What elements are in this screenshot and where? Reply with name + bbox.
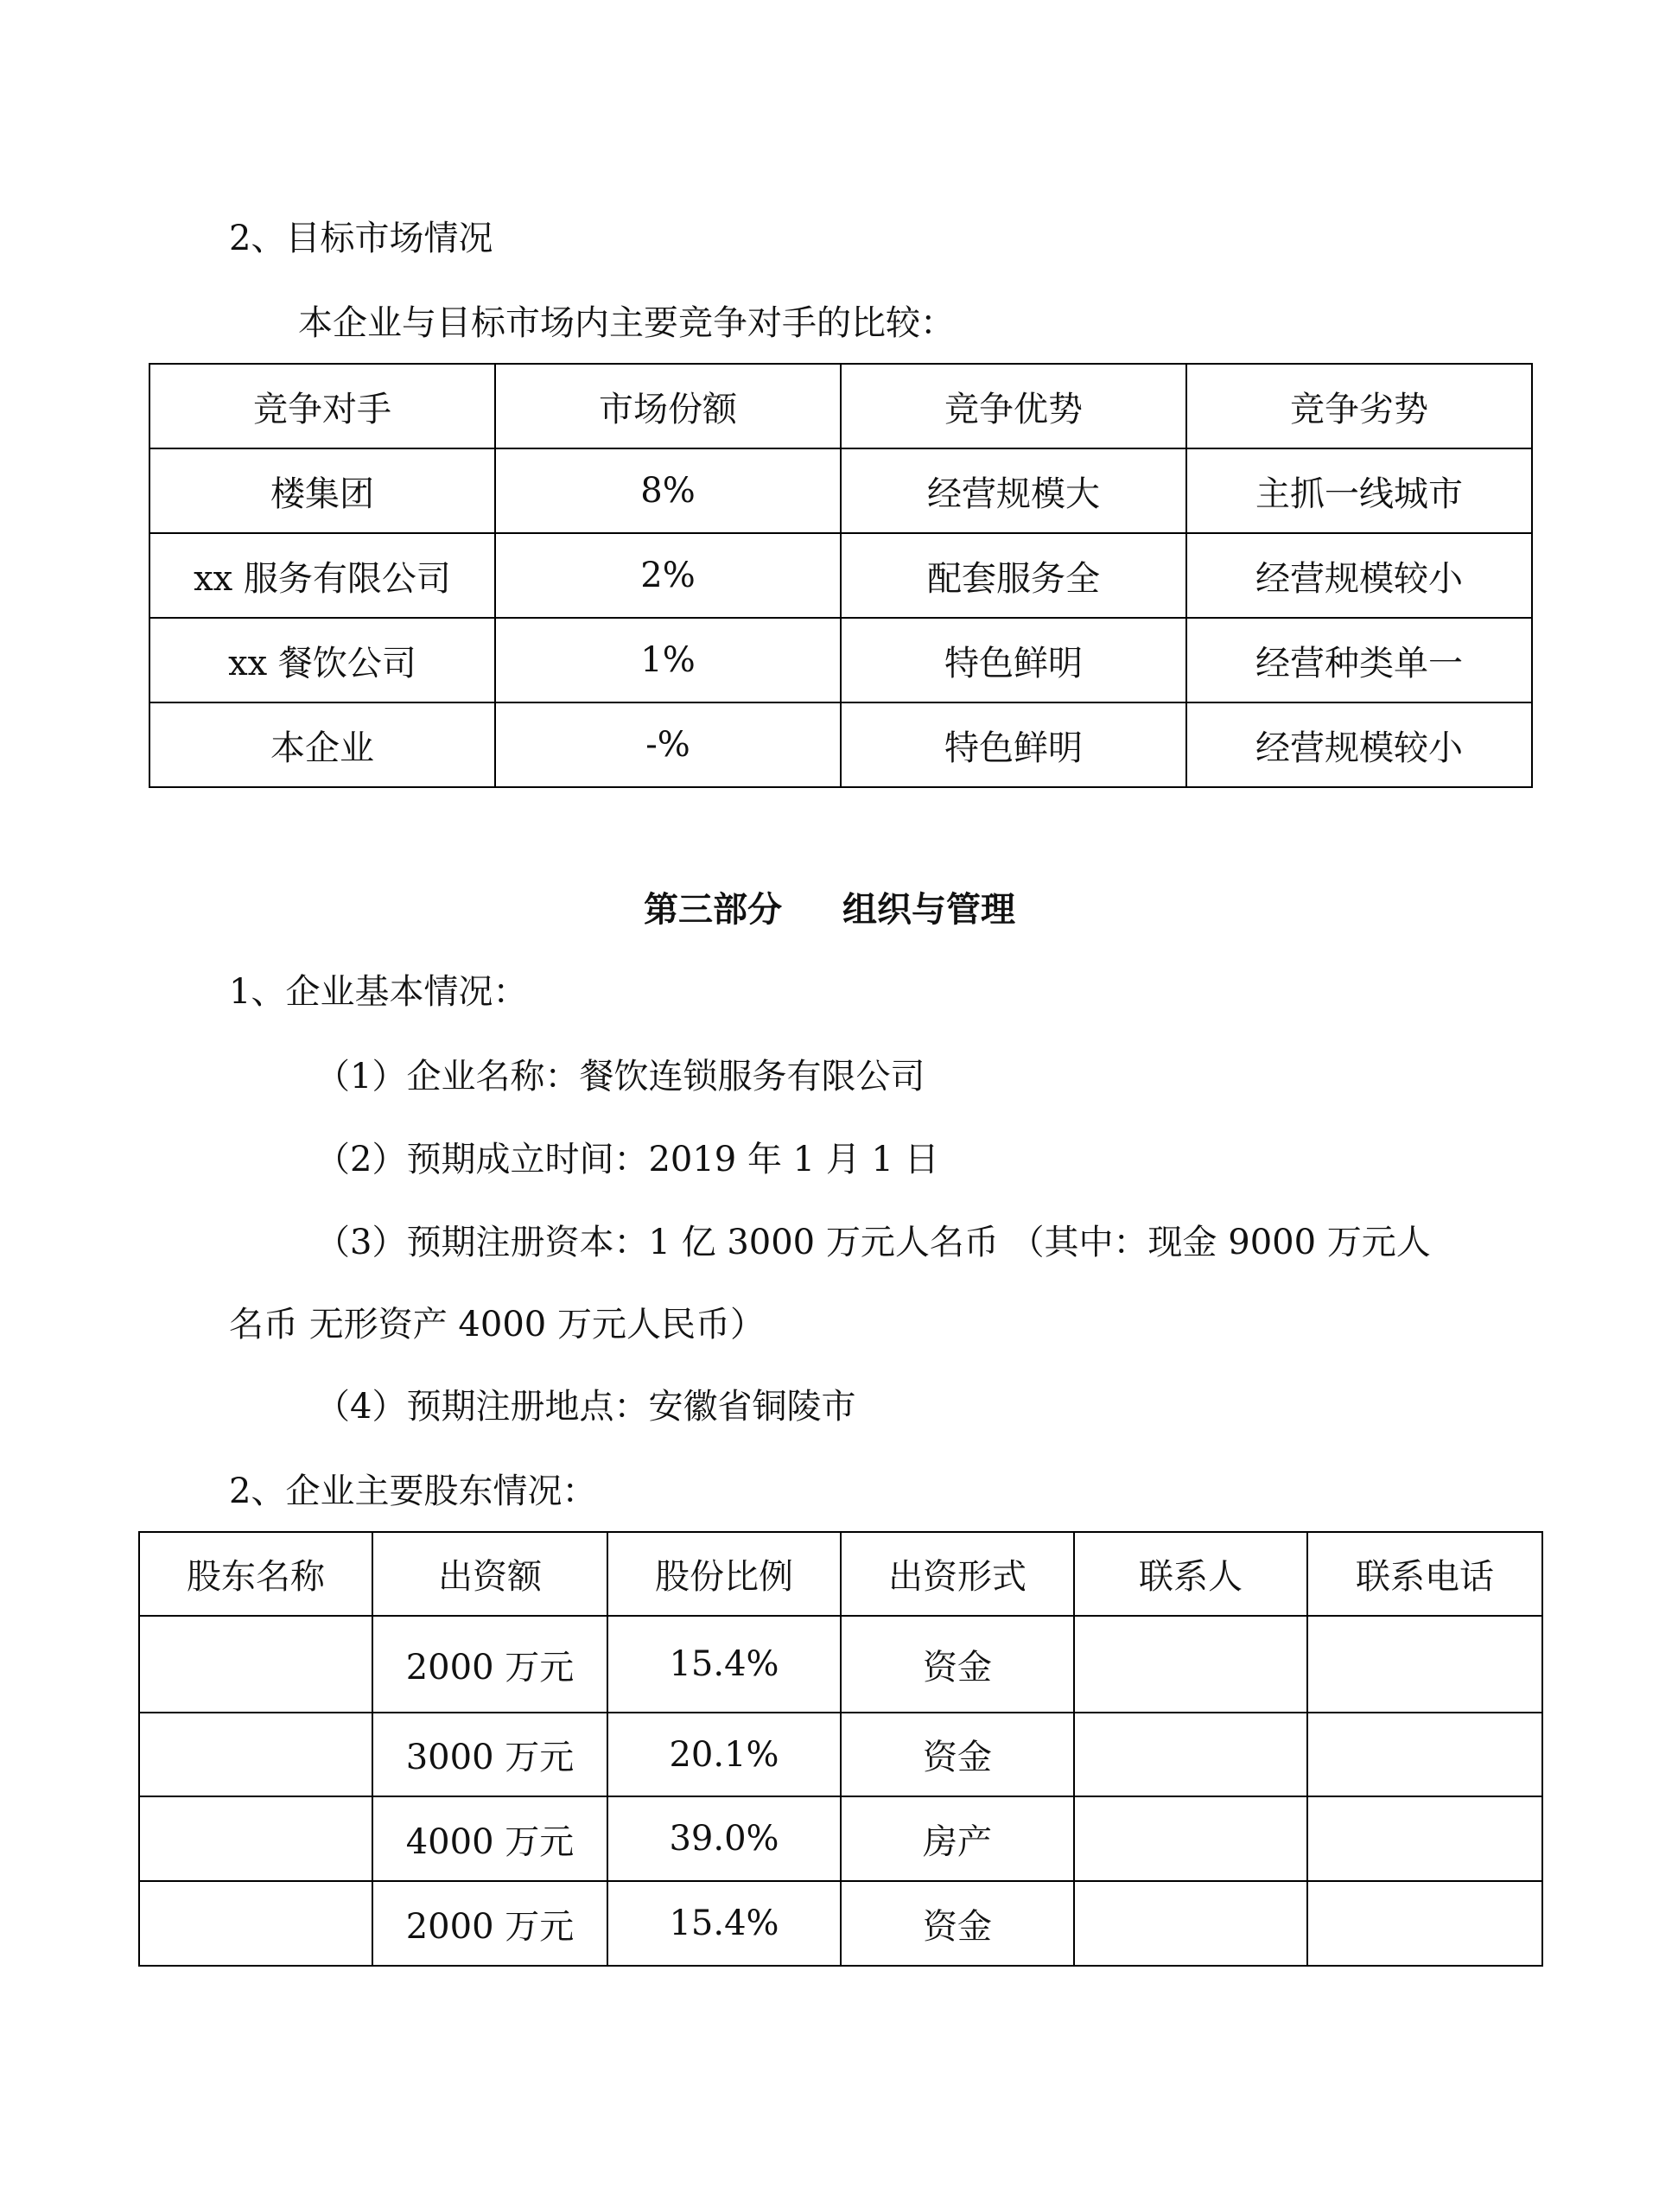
table-cell: xx 餐饮公司 xyxy=(149,618,495,702)
table-row xyxy=(139,1713,1542,1796)
target-market-heading: 2、目标市场情况 xyxy=(229,219,493,258)
competitor-intro: 本企业与目标市场内主要竞争对手的比较： xyxy=(298,303,955,343)
table-cell: 资金 xyxy=(841,1713,1074,1796)
header-cell: 联系电话 xyxy=(1307,1532,1542,1616)
table-cell xyxy=(1074,1796,1307,1881)
registered-capital-cont: 名币 无形资产 4000 万元人民币） xyxy=(229,1305,765,1344)
table-cell: 经营规模较小 xyxy=(1186,533,1532,618)
table-cell: 配套服务全 xyxy=(841,533,1186,618)
table-cell: 2000 万元 xyxy=(372,1616,607,1713)
table-cell: 2% xyxy=(495,533,841,618)
header-cell: 股份比例 xyxy=(607,1532,841,1616)
table-cell: 楼集团 xyxy=(149,448,495,533)
table-cell xyxy=(1307,1881,1542,1966)
table-row xyxy=(139,1616,1542,1713)
shareholder-heading: 2、企业主要股东情况： xyxy=(229,1471,597,1511)
table-row xyxy=(149,533,1532,618)
table-cell: 15.4% xyxy=(607,1881,841,1966)
table-cell: 主抓一线城市 xyxy=(1186,448,1532,533)
header-cell: 竞争优势 xyxy=(841,364,1186,448)
table-cell: 经营规模较小 xyxy=(1186,702,1532,787)
part3-title: 组织与管理 xyxy=(842,889,1015,930)
table-cell: 房产 xyxy=(841,1796,1074,1881)
table-header-row xyxy=(139,1532,1542,1616)
table-cell xyxy=(1307,1713,1542,1796)
founding-date: （2）预期成立时间：2019 年 1 月 1 日 xyxy=(315,1140,939,1179)
table-cell xyxy=(139,1616,372,1713)
basic-info-heading: 1、企业基本情况： xyxy=(229,972,528,1012)
header-cell: 出资形式 xyxy=(841,1532,1074,1616)
registered-capital: （3）预期注册资本：1 亿 3000 万元人名币 （其中：现金 9000 万元人 xyxy=(315,1223,1431,1262)
table-cell: 特色鲜明 xyxy=(841,618,1186,702)
table-cell: 资金 xyxy=(841,1616,1074,1713)
table-row xyxy=(149,618,1532,702)
competitor-table xyxy=(149,363,1533,788)
shareholder-table xyxy=(138,1531,1543,1967)
table-cell xyxy=(1074,1881,1307,1966)
table-cell: 经营种类单一 xyxy=(1186,618,1532,702)
table-cell xyxy=(139,1881,372,1966)
registered-location: （4）预期注册地点：安徽省铜陵市 xyxy=(315,1387,856,1427)
table-row xyxy=(149,702,1532,787)
table-cell xyxy=(139,1713,372,1796)
table-cell xyxy=(1307,1796,1542,1881)
table-cell: 本企业 xyxy=(149,702,495,787)
table-cell xyxy=(1307,1616,1542,1713)
table-header-row xyxy=(149,364,1532,448)
table-cell: 4000 万元 xyxy=(372,1796,607,1881)
header-cell: 出资额 xyxy=(372,1532,607,1616)
table-row xyxy=(139,1796,1542,1881)
header-cell: 竞争劣势 xyxy=(1186,364,1532,448)
table-row xyxy=(139,1881,1542,1966)
table-cell: 经营规模大 xyxy=(841,448,1186,533)
table-cell: 15.4% xyxy=(607,1616,841,1713)
table-cell: 3000 万元 xyxy=(372,1713,607,1796)
table-row xyxy=(149,448,1532,533)
table-cell: -% xyxy=(495,702,841,787)
table-cell: 1% xyxy=(495,618,841,702)
part3-label: 第三部分 xyxy=(644,889,782,930)
table-cell: 20.1% xyxy=(607,1713,841,1796)
table-cell: 2000 万元 xyxy=(372,1881,607,1966)
header-cell: 联系人 xyxy=(1074,1532,1307,1616)
table-cell: 39.0% xyxy=(607,1796,841,1881)
company-name: （1）企业名称：餐饮连锁服务有限公司 xyxy=(315,1057,925,1096)
part3-heading xyxy=(644,886,1015,934)
table-cell: 8% xyxy=(495,448,841,533)
table-cell xyxy=(139,1796,372,1881)
table-cell: xx 服务有限公司 xyxy=(149,533,495,618)
table-cell: 资金 xyxy=(841,1881,1074,1966)
table-cell: 特色鲜明 xyxy=(841,702,1186,787)
header-cell: 竞争对手 xyxy=(149,364,495,448)
header-cell: 股东名称 xyxy=(139,1532,372,1616)
table-cell xyxy=(1074,1713,1307,1796)
header-cell: 市场份额 xyxy=(495,364,841,448)
table-cell xyxy=(1074,1616,1307,1713)
